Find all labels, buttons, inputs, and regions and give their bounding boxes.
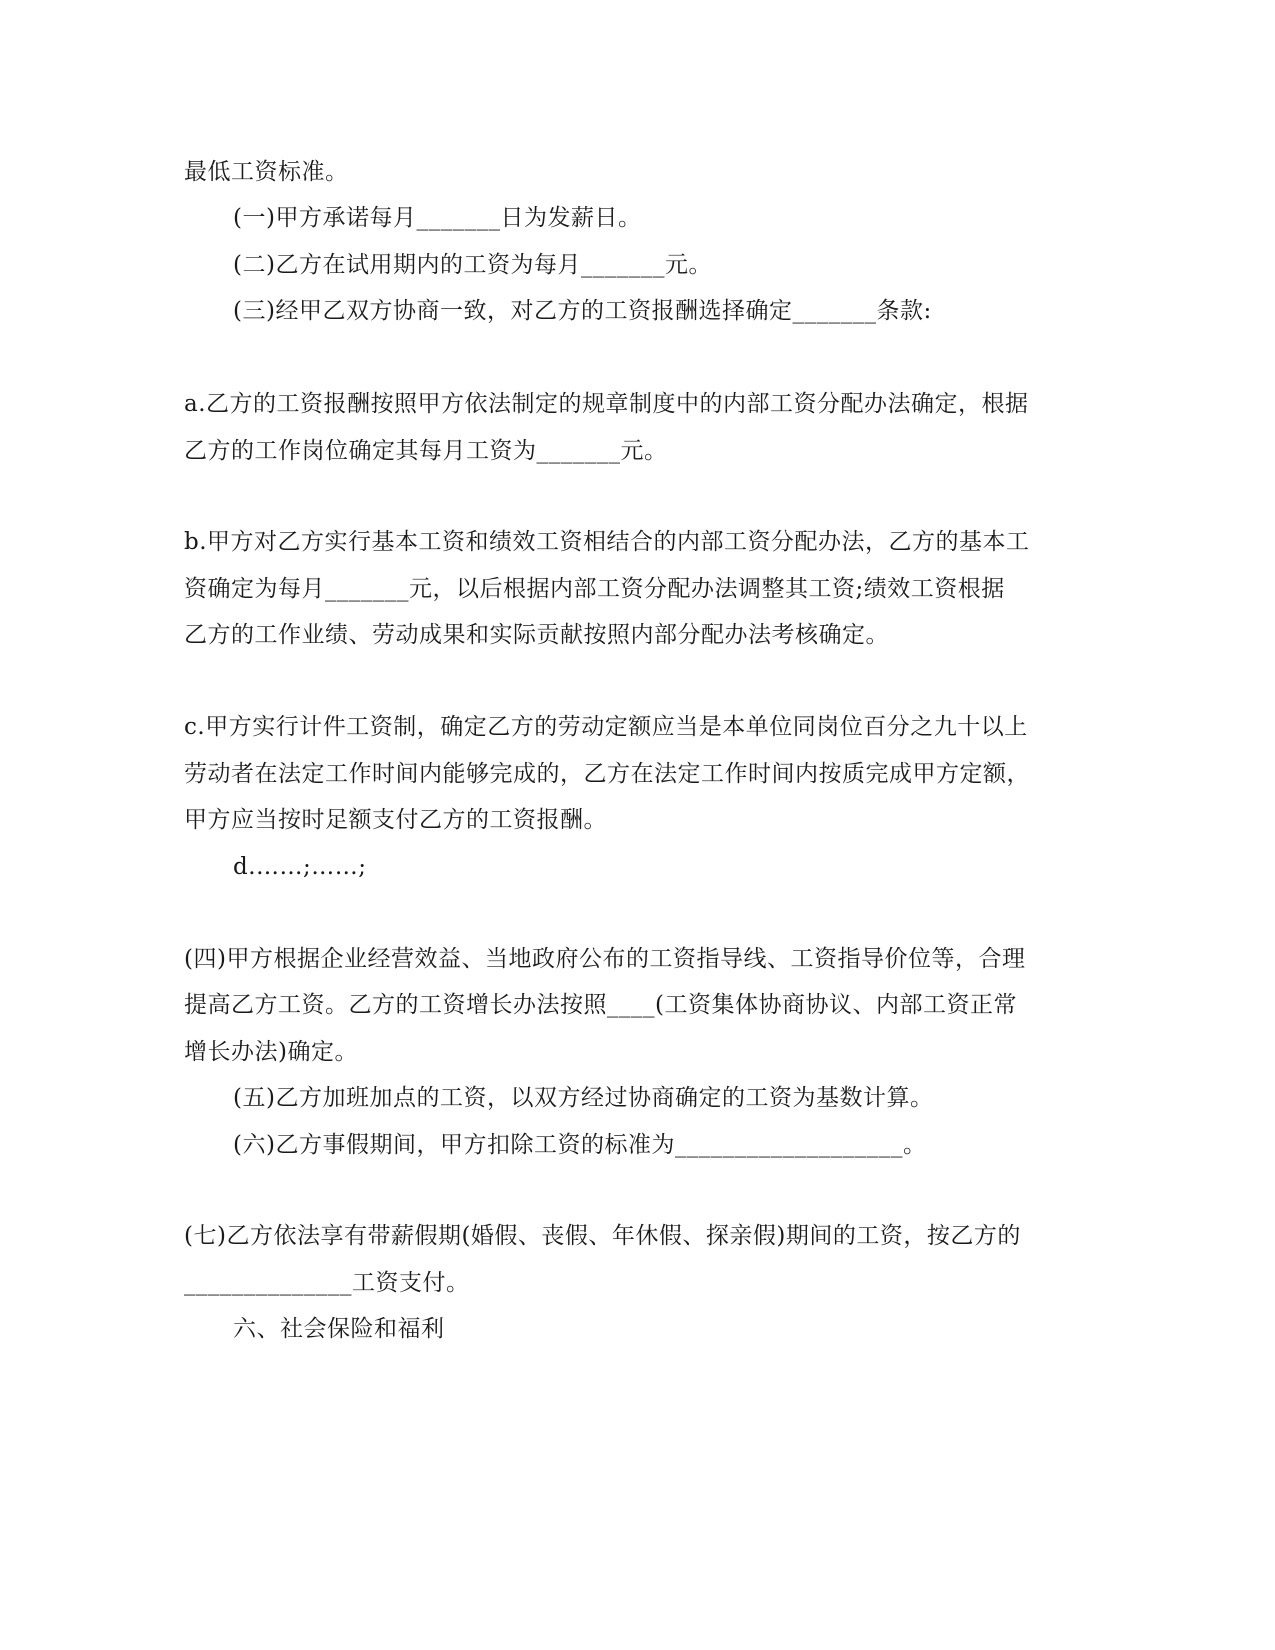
text-line: ______________工资支付。 — [184, 1270, 470, 1296]
text-line: 资确定为每月_______元，以后根据内部工资分配办法调整其工资;绩效工资根据 — [184, 576, 1005, 602]
text-line: 提高乙方工资。乙方的工资增长办法按照____(工资集体协商协议、内部工资正常 — [184, 992, 1017, 1018]
text-line: (五)乙方加班加点的工资，以双方经过协商确定的工资为基数计算。 — [233, 1085, 934, 1111]
text-line: (二)乙方在试用期内的工资为每月_______元。 — [233, 252, 712, 278]
text-line: 乙方的工作业绩、劳动成果和实际贡献按照内部分配办法考核确定。 — [184, 622, 889, 648]
text-line: (六)乙方事假期间，甲方扣除工资的标准为___________________。 — [233, 1132, 927, 1158]
text-line: 乙方的工作岗位确定其每月工资为_______元。 — [184, 438, 668, 464]
text-line: 最低工资标准。 — [184, 159, 349, 185]
section-heading: 六、社会保险和福利 — [233, 1316, 445, 1342]
text-line: c.甲方实行计件工资制，确定乙方的劳动定额应当是本单位同岗位百分之九十以上 — [184, 714, 1028, 740]
text-line: (四)甲方根据企业经营效益、当地政府公布的工资指导线、工资指导价位等，合理 — [184, 946, 1026, 972]
text-line: (一)甲方承诺每月_______日为发薪日。 — [233, 205, 642, 231]
text-line: 劳动者在法定工作时间内能够完成的，乙方在法定工作时间内按质完成甲方定额， — [184, 761, 1030, 787]
text-line: a.乙方的工资报酬按照甲方依法制定的规章制度中的内部工资分配办法确定，根据 — [184, 391, 1029, 417]
text-line: (七)乙方依法享有带薪假期(婚假、丧假、年休假、探亲假)期间的工资，按乙方的 — [184, 1223, 1021, 1249]
text-line: 甲方应当按时足额支付乙方的工资报酬。 — [184, 807, 607, 833]
text-line: (三)经甲乙双方协商一致，对乙方的工资报酬选择确定_______条款: — [233, 298, 932, 324]
text-line: 增长办法)确定。 — [184, 1039, 358, 1065]
text-line: d.……;……; — [233, 854, 367, 880]
text-line: b.甲方对乙方实行基本工资和绩效工资相结合的内部工资分配办法，乙方的基本工 — [184, 529, 1030, 555]
